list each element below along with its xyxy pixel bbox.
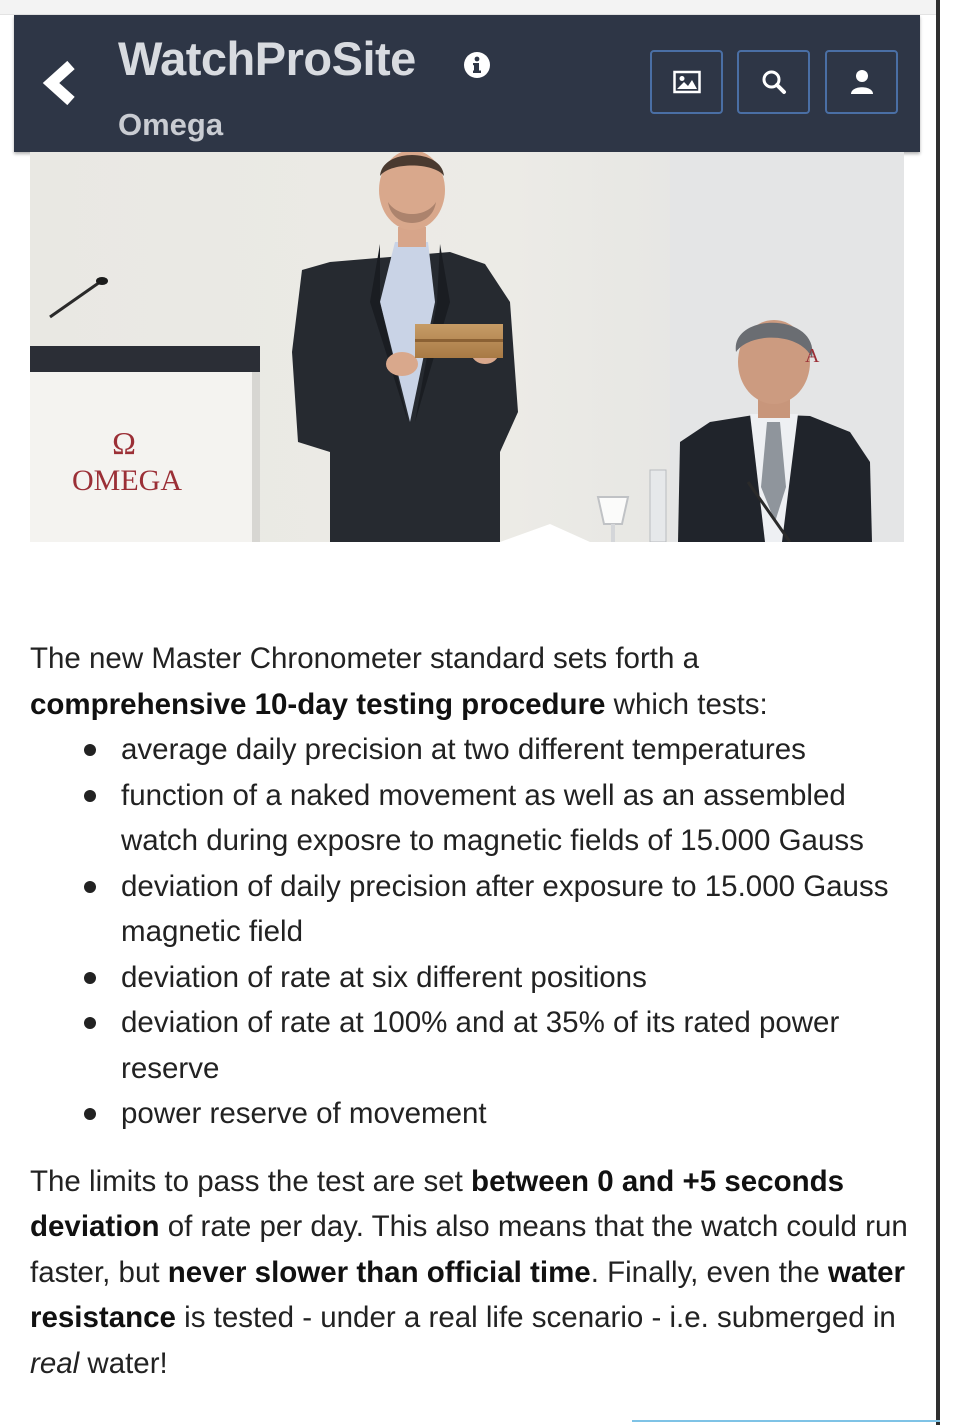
right-gutter [940,0,979,1425]
back-button[interactable] [34,51,86,115]
search-button[interactable] [737,50,810,114]
chevron-left-icon [41,59,79,107]
search-icon [760,68,788,96]
bold-highlight: water resistance [30,1255,906,1334]
info-icon[interactable] [463,51,491,79]
svg-text:A: A [805,345,820,367]
list-item: deviation of rate at 100% and at 35% of its rated power reserve [121,1000,910,1091]
test-list [30,727,910,1137]
bold-highlight: never slower than official time [167,1255,591,1289]
image-icon [673,70,701,94]
article-body [30,636,910,1386]
bold-highlight: comprehensive 10-day testing procedure [30,687,606,721]
browser-top-strip [0,0,938,15]
list-item: power reserve of movement [121,1091,910,1137]
gallery-button[interactable] [650,50,723,114]
list-item: deviation of daily precision after exposure to 15.000 Gauss magnetic field [121,864,910,955]
site-title[interactable]: WatchProSite [118,32,416,85]
podium-logo-symbol: Ω [112,425,136,461]
list-item: function of a naked movement as well as an assembled watch during exposre to magnetic fields of 15.000 Gauss [121,773,910,864]
intro-paragraph: The new Master Chronometer standard sets forth a comprehensive 10-day testing procedure which tests: [30,642,768,721]
user-button[interactable] [825,50,898,114]
forum-section-title[interactable]: Omega [118,107,224,142]
site-header [14,15,920,152]
italic-highlight: real [30,1346,80,1380]
list-item: deviation of rate at six different positions [121,955,910,1001]
list-item: average daily precision at two different temperatures [121,727,910,773]
podium-logo-text: OMEGA [72,464,182,497]
bottom-accent-line [632,1420,940,1422]
limits-paragraph: The limits to pass the test are set between 0 and +5 seconds deviation of rate per day. This also means that the watch could run faster, but never slower than official time. Finally, even the water resistance is tested - under a real life scenario - i.e. submerged in real water! [30,1164,908,1380]
bold-highlight: between 0 and +5 seconds deviation [30,1164,845,1243]
user-icon [848,68,876,96]
article-photo [30,152,904,542]
